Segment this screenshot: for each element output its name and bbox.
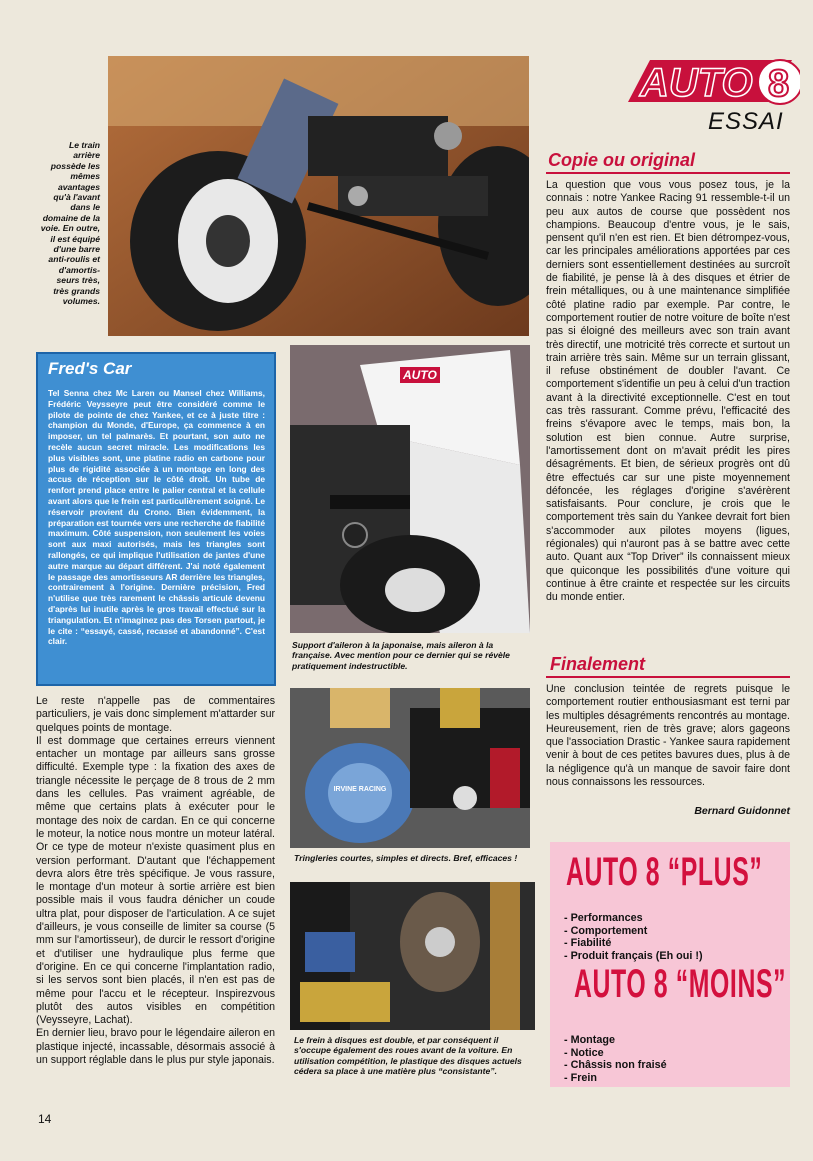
moins-item: - Montage <box>564 1034 615 1046</box>
moins-title: AUTO 8 “MOINS” <box>574 962 787 1006</box>
freds-car-box <box>36 352 276 686</box>
moins-item: - Châssis non fraisé <box>564 1059 667 1072</box>
brake-photo <box>290 882 535 1030</box>
freds-car-title: Fred's Car <box>48 359 132 378</box>
plus-title: AUTO 8 “PLUS” <box>566 850 763 894</box>
plus-list <box>564 912 703 962</box>
author-signature: Bernard Guidonnet <box>694 805 790 817</box>
logo-number: 8 <box>768 63 790 105</box>
plus-item: - Performances <box>564 912 643 924</box>
copie-text: La question que vous vous posez tous, je la connais : notre Yankee Racing 91 ressemble-t-il un peu aux autos de course que possèdent nos champions. Beaucoup d'entre vous, je le sais, pensent qu'il n'en est rien. Et bien détrompez-vous, car les principales améliorations apportées par ces derniers sont essentiellement destinées au surcroît de fiabilité, je pense là à des disques et étrier de frein métalliques, ou à une maintenance simplifiée côté platine radio par exemple. Par contre, le comportement routier de notre voiture de boîte n'est pas si éloigné des meilleurs avec son train avant très directif, une motricité très correcte et surtout un train arrière très sain. Même sur un terrain glissant, il refuse obstinément de doubler l'avant. Ce comportement s'identifie un peu à celui d'un traction avant à la directivité exceptionnelle. C'est en tout cas très rassurant. Comme prévu, l'efficacité des freins s'évapore avec le temps, mais bon, la solution est bien connue. Autre surprise, l'amortissement dont on m'avait prédit les pires désagréments. Et bien, de sérieux progrès ont dû être effectués car sur une piste moyennement défoncée, les réglages d'origine s'avérèrent satisfaisants. Pour conclure, je crois que le comportement très sain du Yankee devrait fort bien s'accommoder aux pilotes moyens (ligues, régionales) qui n'auront pas à se battre avec cette auto. Quant aux “Top Driver” ils connaissent mieux que quiconque les possibilités d'une voiture qui continue à être crainte et respectée sur les circuits du monde entier. <box>546 179 790 604</box>
page-number: 14 <box>38 1112 52 1126</box>
engine-brand-decal: IRVINE RACING <box>333 786 387 793</box>
rear-train-caption: Le train arrière possède les mêmes avantages qu'à l'avant dans le domaine de la voie. En outre, il est équipé d'une barre anti-roulis et d'amortis-seurs très, très grands volumes. <box>40 140 100 307</box>
linkage-caption: Tringleries courtes, simples et directs. Bref, efficaces ! <box>294 853 518 863</box>
brake-caption: Le frein à disques est double, et par conséquent il s'occupe également des roues avant de la voiture. En utilisation compétition, le plastique des disques actuels cédera sa place à une matière plus “consistante”. <box>294 1035 522 1077</box>
moins-item: - Notice <box>564 1046 604 1059</box>
wing-brand-decal: AUTO <box>403 368 437 382</box>
finalement-heading: Finalement <box>550 654 646 674</box>
copie-heading-rule <box>546 172 790 174</box>
wing-support-caption: Support d'aileron à la japonaise, mais aileron à la française. Avec mention pour ce dernier qui se révèle pratiquement indestructible. <box>292 640 510 671</box>
rear-train-photo <box>108 56 529 336</box>
left-paragraph-2: Il est dommage que certaines erreurs viennent entacher un montage par ailleurs sans grosse difficulté. Exemple type : la fixation des axes de triangle nécessite le perçage de 8 trous de 2 mm dans les cellules. Pas vraiment agréable, de même que certains plats à exécuter pour le montage des noix de cardan. En ce qui concerne le moteur, la notice nous montre un moteur latéral. Or ce type de moteur n'existe quasiment plus en version performant. D'autant que l'échappement devra alors être très spécifique. Je vous rassure, le montage d'un moteur à sortie arrière est bien possible mais il vous faudra dénicher un coude ultra plat, pour disposer de l'articulation. A ce sujet d'ailleurs, je vous conseille de limiter sa course (5 mm sur l'amortisseur), de durcir le ressort d'origine et d'utiliser une hydraulique plus ferme que d'origine. En ce qui concerne l'implantation radio, si les servos sont bien placés, il n'en est pas de même pour l'accu et le récepteur. Inspirezvous plutôt des autos visibles en compétition (Veysseyre, Lachat). <box>36 734 275 1027</box>
left-paragraph-1: Le reste n'appelle pas de commentaires particuliers, je vais donc simplement m'attarder sur quelques points de montage. <box>36 695 275 734</box>
logo-graphic <box>620 52 800 112</box>
plus-moins-box <box>550 842 790 1087</box>
left-paragraph-3: En dernier lieu, bravo pour le légendaire aileron en plastique injecté, incassable, désormais associé à un support réglable dans le plus pur style japonais. <box>36 1027 275 1067</box>
linkage-photo <box>290 688 530 848</box>
freds-car-text: Tel Senna chez Mc Laren ou Mansel chez Williams, Frédéric Veysseyre peut être considéré comme le pilote de pointe de chez Yankee, et ce à juste titre : champion du Monde, d'Europe, ça commence à en imposer, un tel palmarès. Et pourtant, son auto ne recèle aucun secret miracle. Les modifications les plus visibles sont, une platine radio en carbone pour plus de rigidité associée à un montage en long des accus de réception sur le côté droit. Un tube de renfort prend place entre le palier central et la cellule avant alors que le frein est particulièrement soigné. Le réservoir provient du Crono. Bien évidemment, la préparation est tournée vers une recherche de fiabilité maximum. Côté suspension, non seulement les voies sont aux maxi autorisés, mais les triangles sont rallongés, ce qui implique l'utilisation de jantes d'une autre marque au départ différent. J'ai noté également le passage des amortisseurs AR derrière les triangles, contrairement à l'origine. Dernière précision, Fred n'utilise que très rarement le châssis articulé devenu d'après lui inutile après le gros travail effectué sur la triangulation. Et n'imaginez pas des Torsen partout, je le cite : “essayé, cassé, recassé et abandonné”. C'est clair. <box>48 388 265 647</box>
moins-list <box>564 1034 667 1084</box>
finalement-text: Une conclusion teintée de regrets puisque le comportement routier enthousiasmant est terni par les multiples désagréments rencontrés au montage. Heureusement, rien de très grave; alors gageons que l'association Drastic - Yankee saura rapidement venir à bout de ces petites bavures dues, plus à de la négligence qu'à un manque de savoir faire dont nous connaissons les ressources. <box>546 683 790 789</box>
plus-item: - Comportement <box>564 924 648 937</box>
plus-item: - Produit français (Eh oui !) <box>564 949 703 962</box>
section-label: ESSAI <box>708 108 784 135</box>
wing-support-photo <box>290 345 530 633</box>
magazine-logo <box>620 52 800 112</box>
moins-item: - Frein <box>564 1071 597 1084</box>
logo-text: AUTO <box>640 61 753 105</box>
finalement-heading-rule <box>546 676 790 678</box>
left-column-text <box>36 695 275 1067</box>
plus-item: - Fiabilité <box>564 937 612 950</box>
copie-heading: Copie ou original <box>548 150 695 170</box>
